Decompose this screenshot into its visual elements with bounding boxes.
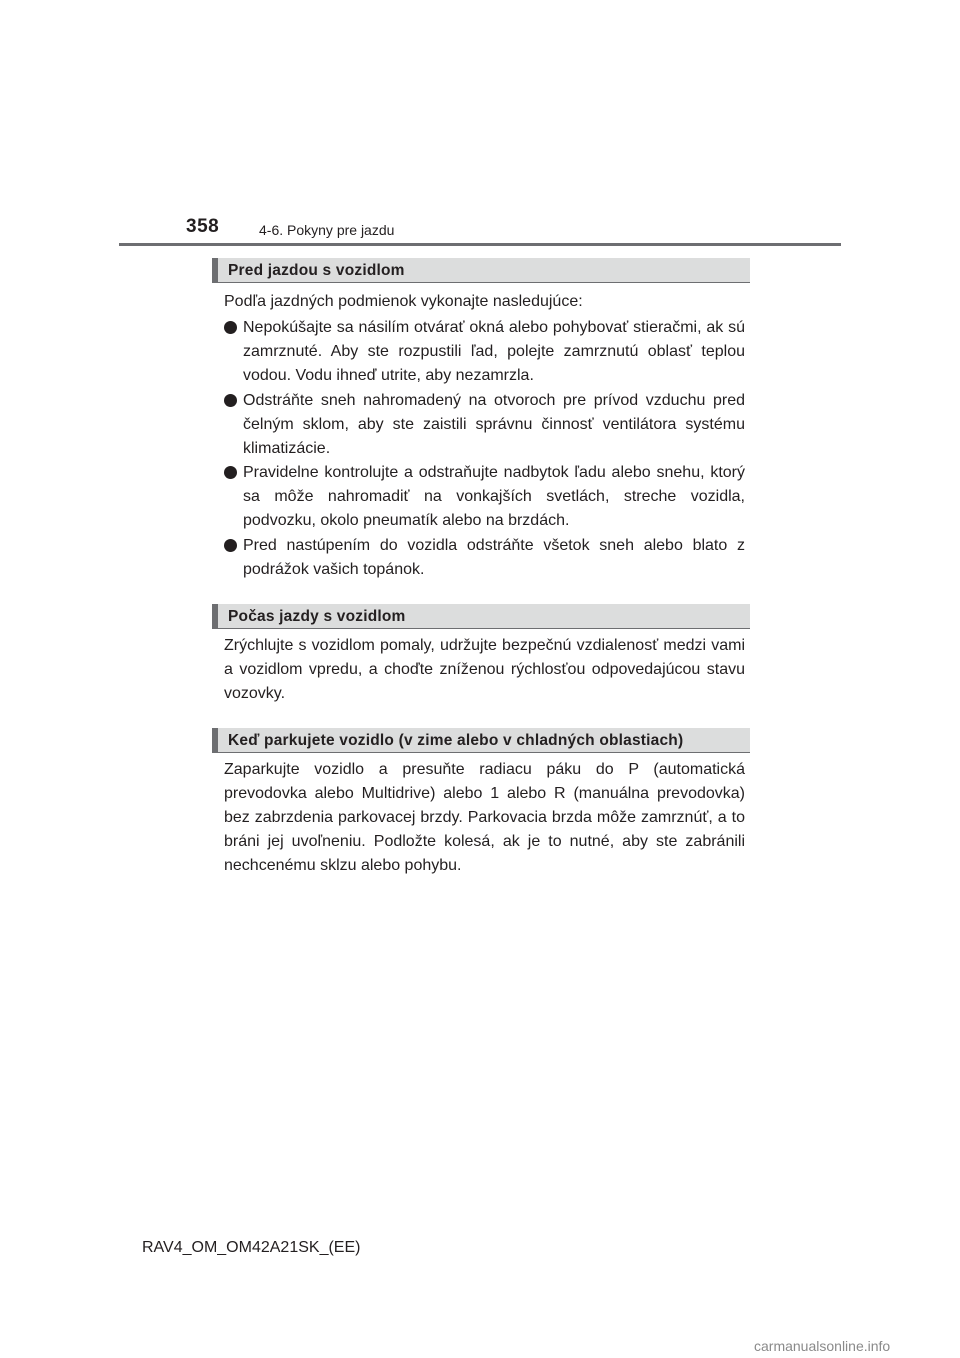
header-rule xyxy=(119,243,841,246)
section-body: Zaparkujte vozidlo a presuňte radiacu páku do P (automatická prevodovka alebo Multidrive) alebo 1 alebo R (manuálna prevodovka) bez zabrzdenia parkovacej brzdy. Parkovacia brzda môže zamrznúť, a to bráni jej uvoľneniu. Podložte kolesá, ak je to nutné, aby ste zabránili nechcenému sklzu alebo pohybu. xyxy=(224,761,745,874)
bullet-dot-icon xyxy=(224,539,237,552)
bullet-item xyxy=(224,316,745,388)
bullet-item xyxy=(224,389,745,461)
bullet-dot-icon xyxy=(224,321,237,334)
section-heading-text: Počas jazdy s vozidlom xyxy=(228,608,406,625)
section-heading-text: Pred jazdou s vozidlom xyxy=(228,262,405,279)
section-heading-before-driving xyxy=(212,258,750,283)
watermark: carmanualsonline.info xyxy=(754,1338,891,1354)
bullet-text: Pravidelne kontrolujte a odstraňujte nadbytok ľadu alebo snehu, ktorý sa môže nahromadiť na vonkajších svetlách, streche vozidla, podvozku, okolo pneumatík alebo na brzdách. xyxy=(243,464,745,529)
bullet-item xyxy=(224,461,745,533)
section-intro: Podľa jazdných podmienok vykonajte nasledujúce: xyxy=(224,293,583,310)
document-code: RAV4_OM_OM42A21SK_(EE) xyxy=(142,1239,361,1256)
bullet-text: Pred nastúpením do vozidla odstráňte všetok sneh alebo blato z podrážok vašich topánok. xyxy=(243,537,745,578)
bullet-dot-icon xyxy=(224,394,237,407)
bullet-dot-icon xyxy=(224,466,237,479)
bullet-text: Odstráňte sneh nahromadený na otvoroch pre prívod vzduchu pred čelným sklom, aby ste zaistili správnu činnosť ventilátora systému klimatizácie. xyxy=(243,392,745,457)
page-number: 358 xyxy=(186,216,220,237)
section-body: Zrýchlujte s vozidlom pomaly, udržujte bezpečnú vzdialenosť medzi vami a vozidlom vpredu, a choďte zníženou rýchlosťou odpovedajúcou stavu vozovky. xyxy=(224,637,745,702)
bullet-text: Nepokúšajte sa násilím otvárať okná alebo pohybovať stieračmi, ak sú zamrznuté. Aby ste rozpustili ľad, polejte zamrznutú oblasť teplou vodou. Vodu ihneď utrite, aby nezamrzla. xyxy=(243,319,745,384)
bullet-item xyxy=(224,534,745,582)
section-heading-when-parking xyxy=(212,728,750,753)
section-path: 4-6. Pokyny pre jazdu xyxy=(259,222,395,238)
section-heading-while-driving xyxy=(212,604,750,629)
section-heading-text: Keď parkujete vozidlo (v zime alebo v chladných oblastiach) xyxy=(228,732,684,749)
